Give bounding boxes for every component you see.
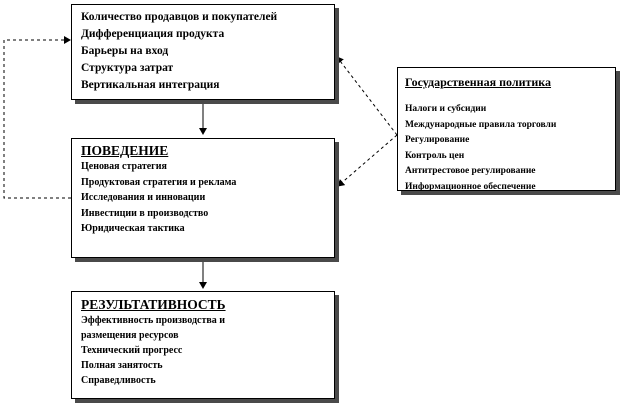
policy-item: Антитрестовое регулирование — [405, 166, 536, 176]
structure-item: Вертикальная интеграция — [81, 79, 220, 91]
behavior-item: Продуктовая стратегия и реклама — [81, 176, 237, 188]
structure-box — [71, 4, 335, 100]
performance-item: Полная занятость — [81, 360, 163, 371]
feedback-loop-behavior-to-structure — [4, 40, 71, 198]
performance-item: Справедливость — [81, 375, 156, 386]
structure-item: Барьеры на вход — [81, 45, 169, 57]
performance-title: РЕЗУЛЬТАТИВНОСТЬ — [81, 297, 226, 312]
behavior-title: ПОВЕДЕНИЕ — [81, 143, 169, 158]
behavior-box — [71, 138, 335, 258]
policy-item: Информационное обеспечение — [405, 181, 536, 191]
policy-item: Контроль цен — [405, 150, 465, 161]
performance-box — [71, 291, 335, 399]
arrow-policy-to-behavior — [338, 135, 397, 186]
policy-title: Государственная политика — [405, 75, 552, 89]
performance-item: Технический прогресс — [81, 345, 183, 356]
behavior-item: Исследования и инновации — [81, 192, 206, 203]
arrow-policy-to-structure — [337, 57, 397, 135]
behavior-item: Инвестиции в производство — [81, 207, 209, 219]
performance-item: Эффективность производства и — [81, 315, 226, 326]
behavior-item: Ценовая стратегия — [81, 161, 167, 172]
performance-item: размещения ресурсов — [81, 330, 179, 341]
behavior-item: Юридическая тактика — [81, 223, 185, 234]
policy-box — [397, 67, 616, 191]
policy-item: Налоги и субсидии — [405, 104, 487, 114]
policy-item: Регулирование — [405, 135, 470, 145]
policy-item: Международные правила торговли — [405, 119, 557, 130]
structure-item: Дифференциация продукта — [81, 28, 225, 40]
structure-item: Структура затрат — [81, 62, 174, 74]
structure-item: Количество продавцов и покупателей — [81, 11, 278, 23]
